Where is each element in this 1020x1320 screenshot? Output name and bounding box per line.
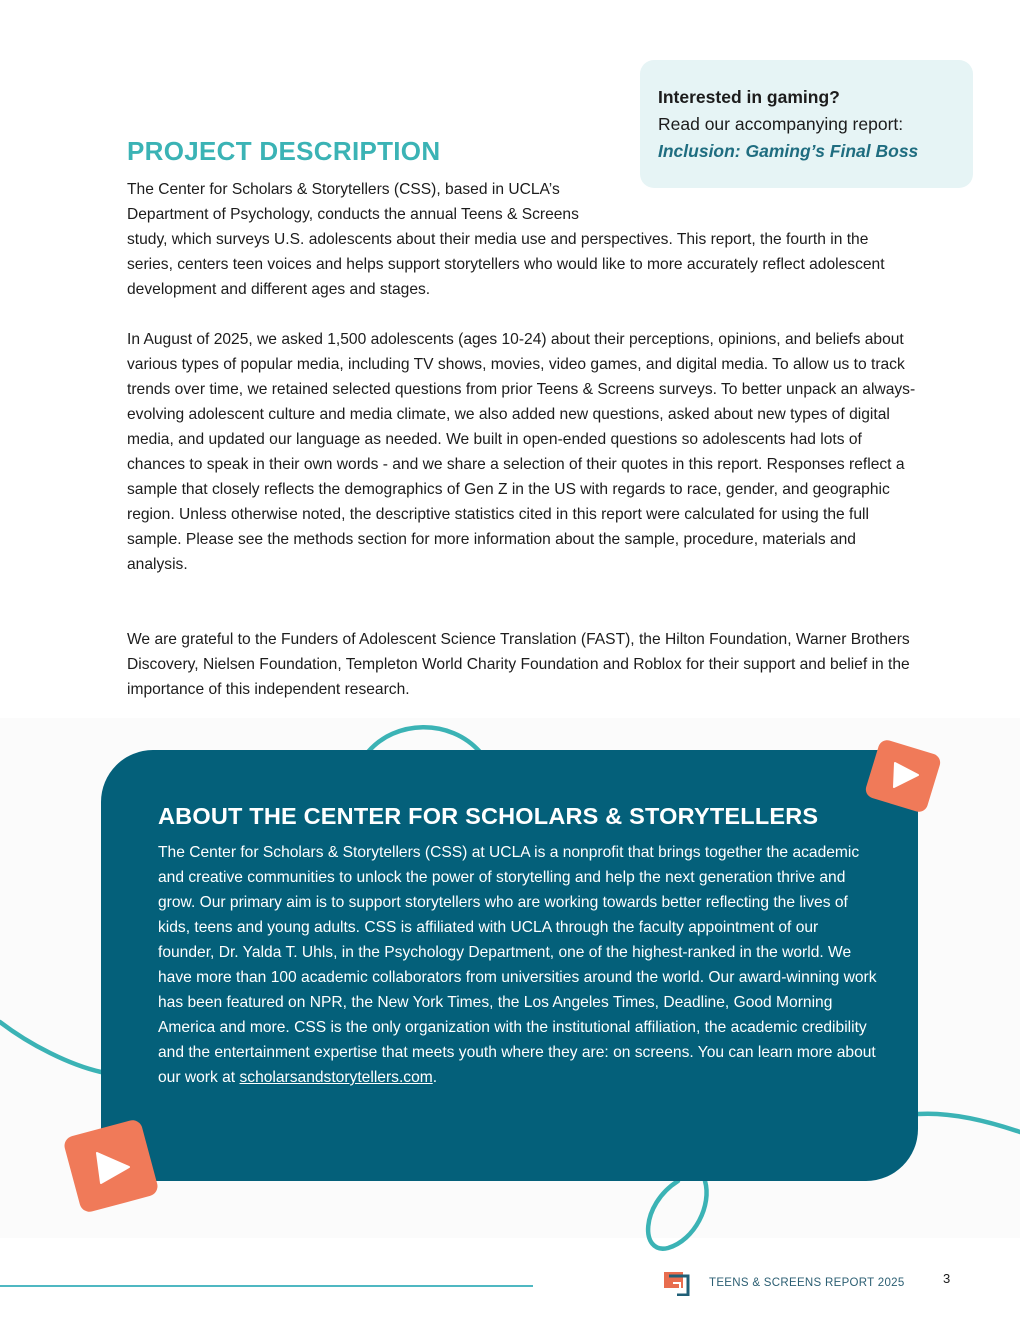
play-icon xyxy=(858,735,950,821)
report-label: TEENS & SCREENS REPORT 2025 xyxy=(709,1277,905,1289)
project-paragraph-1-line-2: Department of Psychology, conducts the annual Teens & Screens xyxy=(127,206,579,223)
gaming-report-link[interactable]: Inclusion: Gaming’s Final Boss xyxy=(658,141,919,161)
footer-rule xyxy=(0,1285,533,1287)
callout-question: Interested in gaming? xyxy=(658,87,840,107)
css-logo-icon xyxy=(664,1272,690,1296)
project-paragraph-1-rest: study, which surveys U.S. adolescents about their media use and perspectives. This report, the fourth in the series, centers teen voices and helps support storytellers who would like to more accurately reflect adolescent development and different ages and stages. xyxy=(127,231,885,298)
about-text xyxy=(158,840,878,1090)
about-end: . xyxy=(432,1069,438,1086)
project-paragraph-3: We are grateful to the Funders of Adolescent Science Translation (FAST), the Hilton Foundation, Warner Brothers Discovery, Nielsen Foundation, Templeton World Charity Foundation and Roblox for their support and belief in the importance of this independent research. xyxy=(127,631,910,698)
play-icon xyxy=(54,1110,168,1224)
gaming-report-callout xyxy=(640,60,973,188)
about-body: The Center for Scholars & Storytellers (CSS) at UCLA is a nonprofit that brings together the academic and creative communities to unlock the power of storytelling and help the next generation thrive and grow. Our primary aim is to support storytellers who are working towards better reflecting the lives of kids, teens and young adults. CSS is affiliated with UCLA through the faculty appointment of our founder, Dr. Yalda T. Uhls, in the Psychology Department, one of the highest-ranked in the world. We have more than 100 academic collaborators from universities around the world. Our award-winning work has been featured on NPR, the New York Times, the Los Angeles Times, Deadline, Good Morning America and more. CSS is the only organization with the institutional affiliation, the academic credibility and the entertainment expertise that meets youth where they are: on screens. You can learn more about our work at xyxy=(158,844,877,1086)
project-paragraph-1-line-1: The Center for Scholars & Storytellers (CSS), based in UCLA’s xyxy=(127,181,560,198)
page-number: 3 xyxy=(943,1271,951,1286)
about-title: ABOUT THE CENTER FOR SCHOLARS & STORYTELLERS xyxy=(158,803,819,829)
project-paragraph-2: In August of 2025, we asked 1,500 adolescents (ages 10-24) about their perceptions, opinions, and beliefs about various types of popular media, including TV shows, movies, video games, and digital media. To allow us to track trends over time, we retained selected questions from prior Teens & Screens surveys. To better unpack an always-evolving adolescent culture and media climate, we also added new questions, asked about new types of digital media, and updated our language as needed. We built in open-ended questions so adolescents had lots of chances to speak in their own words - and we share a selection of their quotes in this report. Responses reflect a sample that closely reflects the demographics of Gen Z in the US with regards to race, gender, and geographic region. Unless otherwise noted, the descriptive statistics cited in this report were calculated for using the full sample. Please see the methods section for more information about the sample, procedure, materials and analysis. xyxy=(127,331,916,573)
project-description-title: PROJECT DESCRIPTION xyxy=(127,136,441,166)
website-link[interactable]: scholarsandstorytellers.com xyxy=(239,1069,433,1086)
callout-prompt: Read our accompanying report: xyxy=(658,114,904,134)
